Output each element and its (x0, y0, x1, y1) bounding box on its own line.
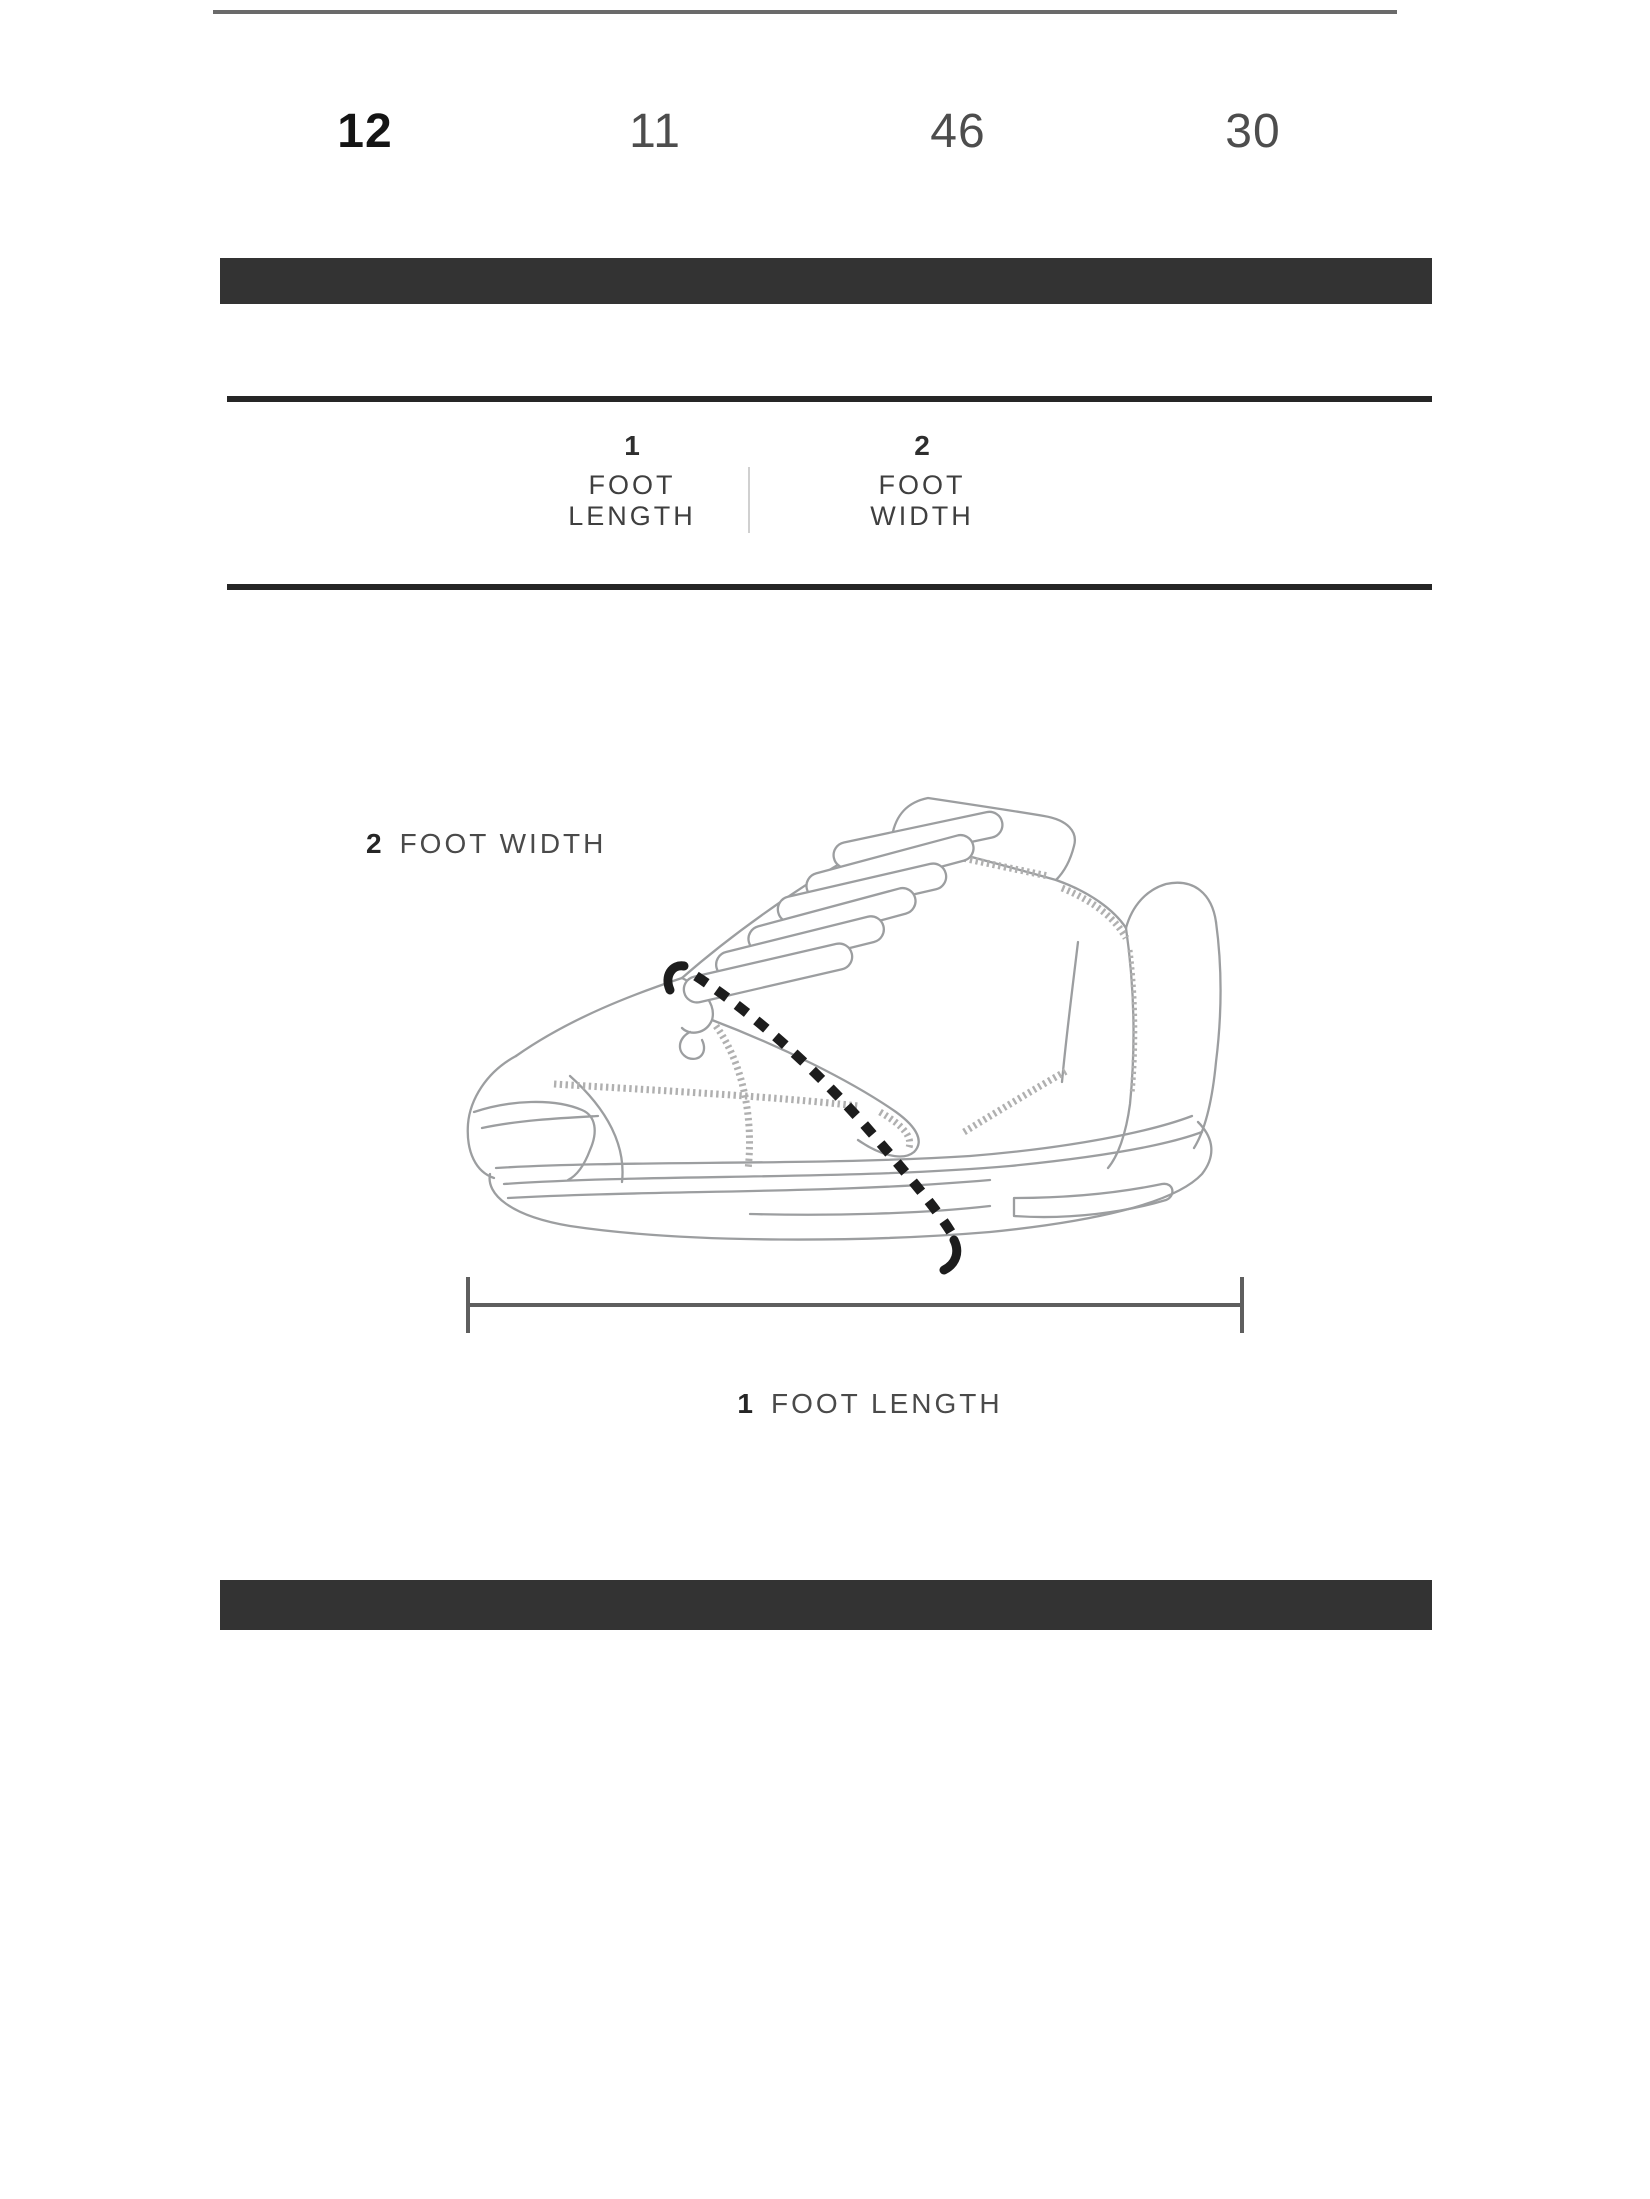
foot-width-label-text: FOOT WIDTH (399, 828, 607, 859)
foot-length-measure-line (466, 1277, 1244, 1333)
measure-tick-right (1240, 1277, 1244, 1333)
column-header-number: 1 (624, 430, 640, 461)
section-bar-bottom (220, 1580, 1432, 1630)
column-header-foot-width (870, 430, 973, 532)
foot-length-label-number: 1 (737, 1388, 753, 1419)
column-divider (748, 467, 750, 533)
top-divider-rule (213, 10, 1397, 14)
size-option-eu[interactable]: 46 (930, 105, 986, 158)
size-option-cm[interactable]: 30 (1225, 105, 1281, 158)
column-header-line2: WIDTH (870, 501, 974, 531)
column-header-line1: FOOT (878, 470, 966, 500)
column-header-foot-length (568, 430, 696, 532)
section-bar-top (220, 258, 1432, 304)
foot-width-label-number: 2 (366, 828, 382, 859)
foot-width-dashed-band (668, 966, 957, 1270)
sneaker-sole (490, 1116, 1212, 1240)
size-option-us[interactable]: 12 (337, 105, 393, 158)
foot-length-label-text: FOOT LENGTH (770, 1388, 1003, 1419)
column-header-line2: LENGTH (568, 501, 696, 531)
sneaker-laces (681, 809, 1005, 1005)
column-header-number: 2 (914, 430, 930, 461)
table-rule-top (227, 396, 1432, 402)
column-header-line1: FOOT (588, 470, 676, 500)
sneaker-illustration (450, 770, 1240, 1280)
foot-length-label (737, 1388, 1002, 1420)
measure-line (466, 1303, 1244, 1307)
size-option-uk[interactable]: 11 (629, 105, 681, 158)
table-rule-bottom (227, 584, 1432, 590)
